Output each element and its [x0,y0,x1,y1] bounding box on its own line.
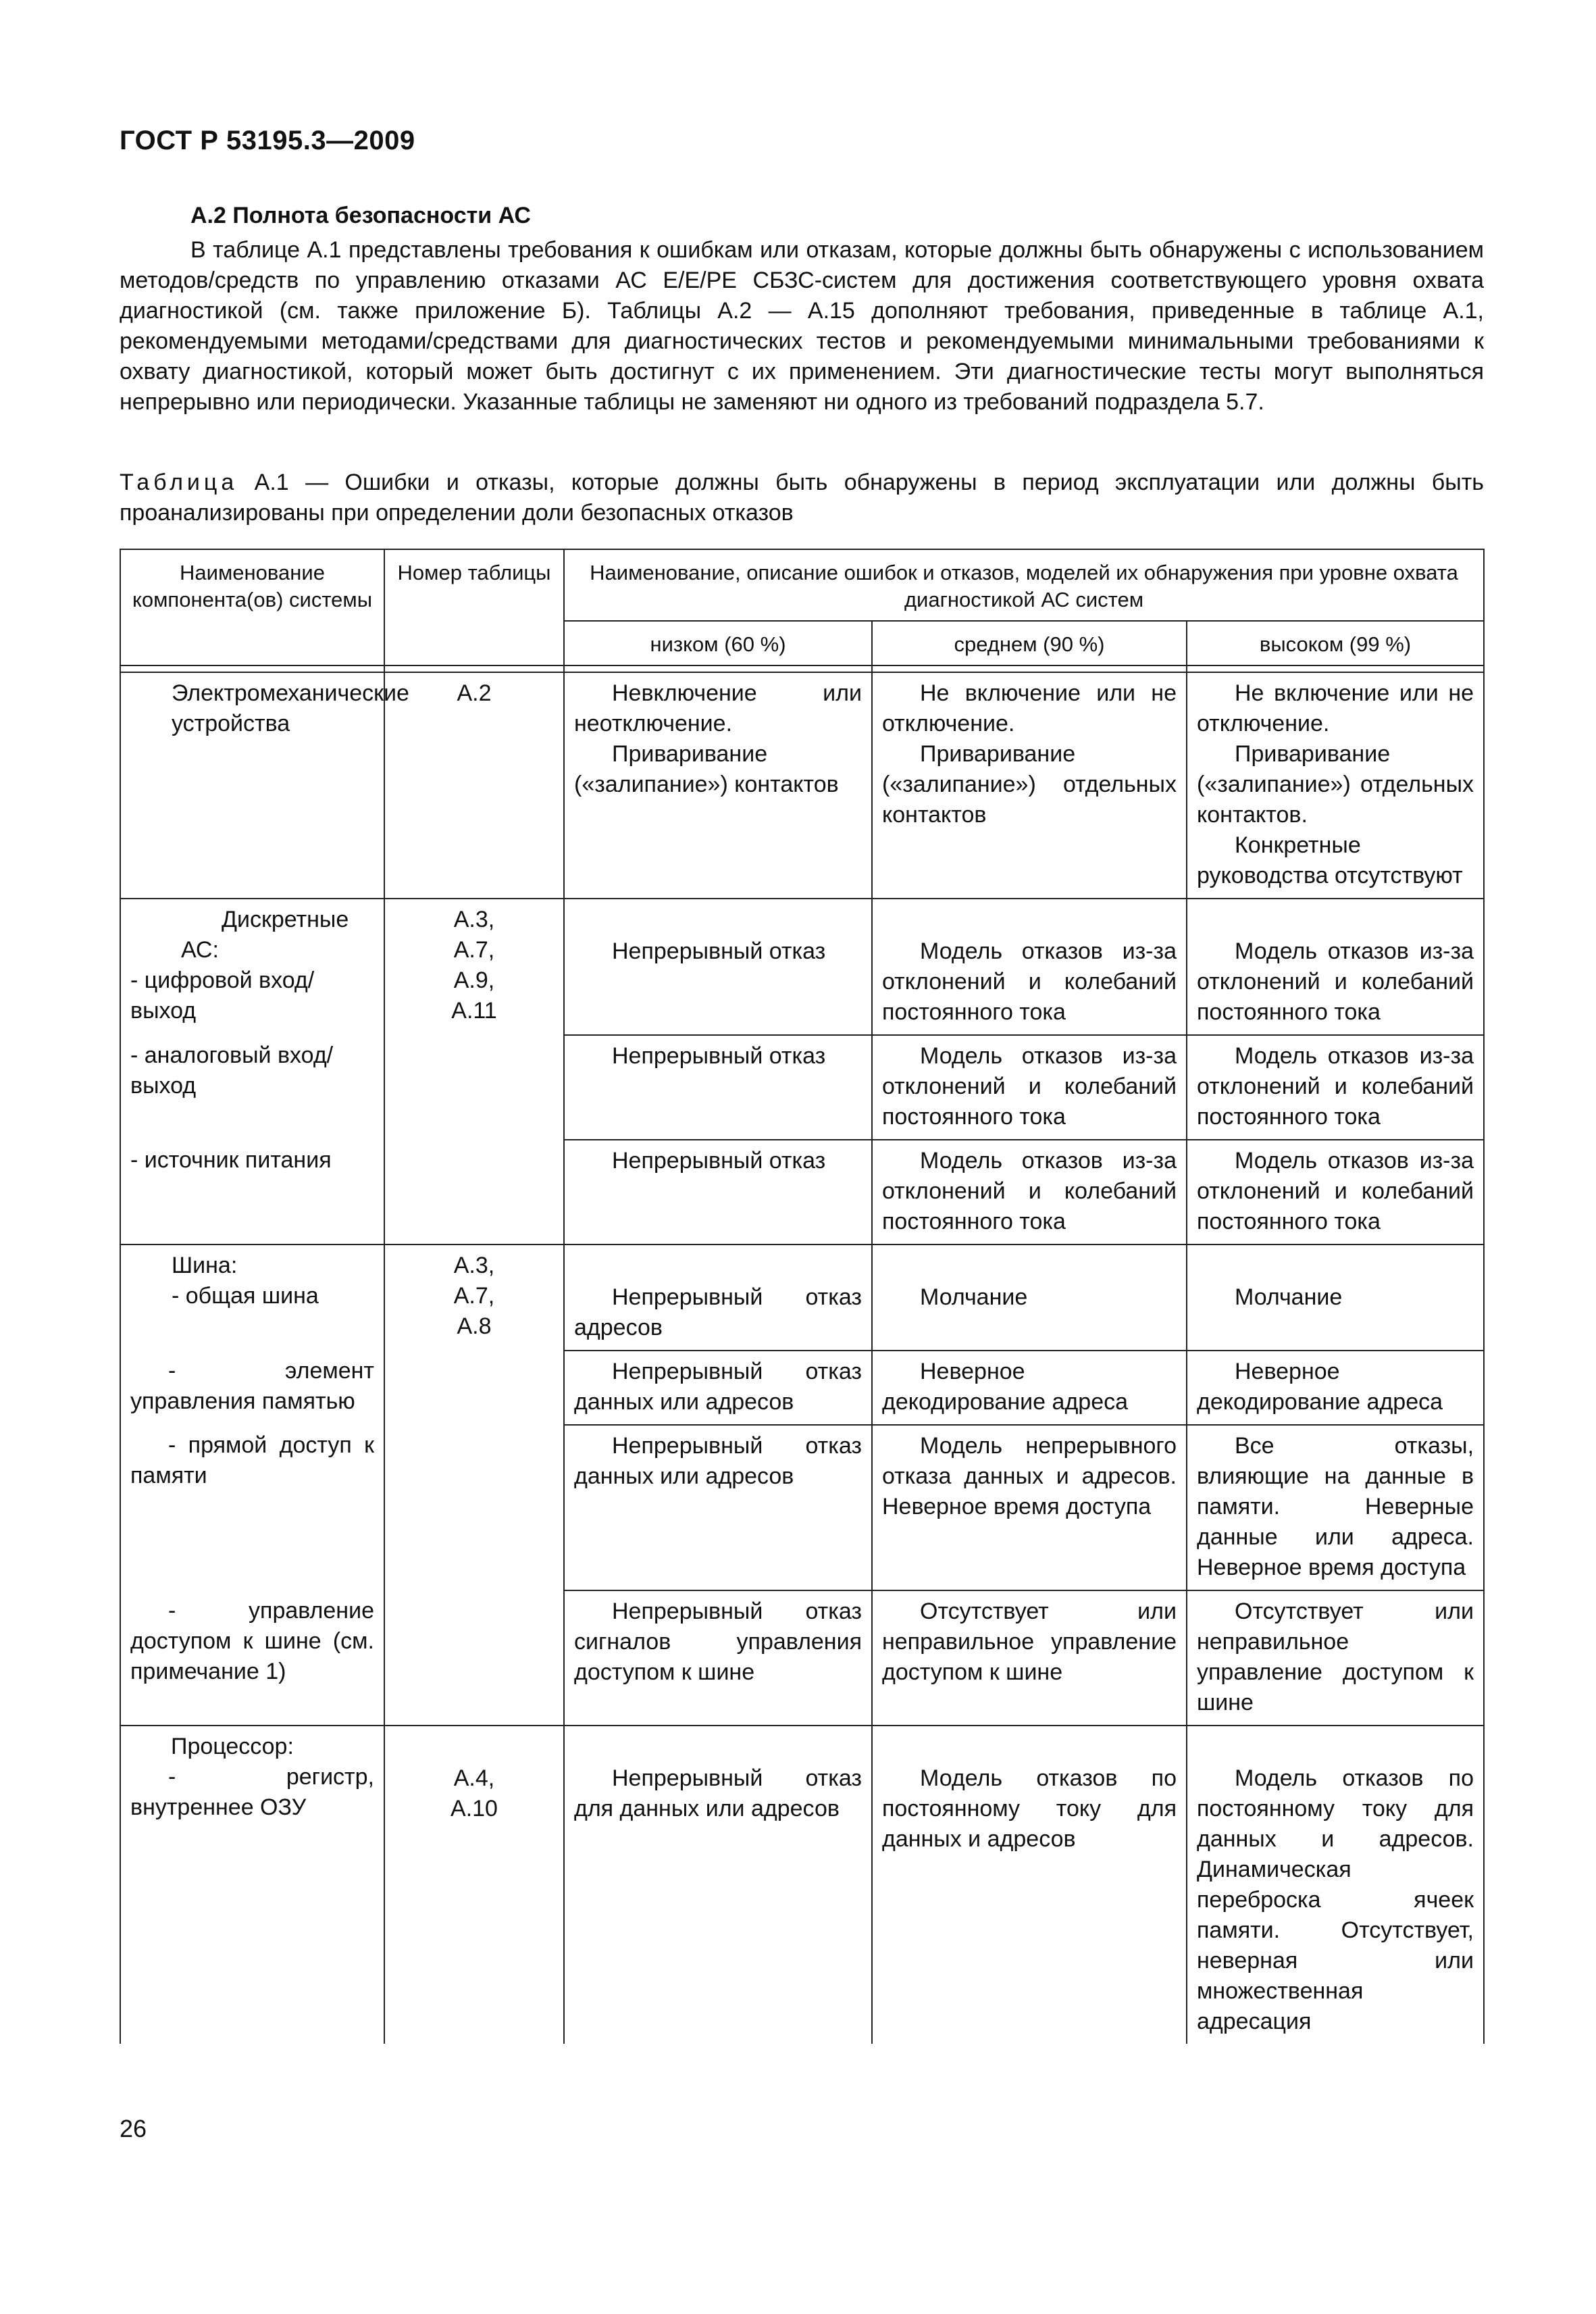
cell-text: Приваривание («залипание») отдельных контактов [882,741,1177,828]
cell-text: Невключение или неотключение. [574,680,862,736]
cell-high: Модель отказов из-за отклонений и колебаний постоянного тока [1187,1035,1484,1140]
cell-component: - элемент управления памятью [120,1351,384,1425]
failures-table [120,549,1485,2044]
section-title: А.2 Полнота безопасности АС [190,203,531,228]
cell-text: Приваривание («залипание») отдельных контактов. [1197,741,1474,828]
intro-paragraph: В таблице А.1 представлены требования к ошибкам или отказам, которые должны быть обнаружены с использованием методов/средств по управлению отказами АС Е/Е/РЕ СБЗС-систем для достижения соответствующего уровня охвата диагностикой (см. также приложение Б). Таблицы А.2 — А.15 дополняют требования, приведенные в таблице А.1, рекомендуемыми методами/средствами для диагностических тестов и рекомендуемыми минимальными требованиями к охвату диагностикой, который может быть достигнут с их применением. Эти диагностические тесты могут выполняться непрерывно или периодически. Указанные таблицы не заменяют ни одного из требований подраздела 5.7. [120,237,1484,415]
table-ref: А.10 [451,1796,498,1821]
cell-low [564,672,872,899]
table-row [120,1244,1484,1351]
cell-high: Молчание [1187,1244,1484,1351]
group-label: Дискретные АС: [181,907,349,963]
table-ref: А.9, [453,967,495,993]
table-row [120,1590,1484,1726]
cell-text: Конкретные руководства отсутствуют [1197,832,1463,888]
cell-component: - управление доступом к шине (см. примечание 1) [120,1590,384,1726]
cell-high: Модель отказов из-за отклонений и колебаний постоянного тока [1187,899,1484,1035]
table-ref: А.4, [453,1765,495,1791]
cell-medium: Модель непрерывного отказа данных и адресов. Неверное время доступа [872,1425,1187,1590]
cell-low: Непрерывный отказ данных или адресов [564,1351,872,1425]
table-row [120,1140,1484,1244]
table-header [120,549,1484,665]
cell-medium: Отсутствует или неправильное управление доступом к шине [872,1590,1187,1726]
header-medium: среднем (90 %) [872,621,1187,665]
header-low: низком (60 %) [564,621,872,665]
cell-high: Все отказы, влияющие на данные в памяти. Неверные данные или адреса. Неверное время доступа [1187,1425,1484,1590]
cell-medium: Модель отказов из-за отклонений и колебаний постоянного тока [872,899,1187,1035]
table-row [120,1726,1484,2044]
table-ref: А.7, [453,937,495,963]
table-row [120,1351,1484,1425]
group-label: Процессор: [171,1734,294,1759]
cell-component: - источник питания [120,1140,384,1244]
header-description: Наименование, описание ошибок и отказов, моделей их обнаружения при уровне охвата диагностикой АС систем [564,549,1484,621]
component-label: - общая шина [172,1283,319,1309]
cell-component [120,1726,384,2044]
cell-text: Не включение или не отключение. [882,680,1177,736]
table-row [120,1035,1484,1140]
cell-low: Непрерывный отказ [564,1035,872,1140]
component-label: - цифровой вход/выход [130,967,315,1024]
table-ref: А.11 [451,998,497,1024]
header-separator [120,665,1484,672]
cell-medium [872,672,1187,899]
table-row [120,672,1484,899]
cell-table-no [384,1726,564,2044]
header-component: Наименование компонента(ов) системы [120,549,384,665]
table-row [120,899,1484,1035]
cell-component [120,1244,384,1351]
cell-medium: Неверное декодирование адреса [872,1351,1187,1425]
table-caption [120,468,1484,528]
header-high: высоком (99 %) [1187,621,1484,665]
cell-component: - прямой доступ к памяти [120,1425,384,1590]
cell-low: Непрерывный отказ данных или адресов [564,1425,872,1590]
cell-component: - аналоговый вход/выход [120,1035,384,1140]
page-number: 26 [120,2115,147,2142]
document-header: ГОСТ Р 53195.3—2009 [120,126,415,155]
caption-label: Таблица [120,470,238,495]
cell-low: Непрерывный отказ [564,899,872,1035]
cell-low: Непрерывный отказ для данных или адресов [564,1726,872,2044]
component-label: - регистр, внутреннее ОЗУ [130,1764,374,1820]
group-label: Шина: [172,1253,238,1278]
cell-high: Модель отказов по постоянному току для данных и адресов. Динамическая переброска ячеек памяти. Отсутствует, неверная или множественная адресация [1187,1726,1484,2044]
caption-number: А.1 [254,470,289,495]
cell-high: Неверное декодирование адреса [1187,1351,1484,1425]
cell-text: Не включение или не отключение. [1197,680,1474,736]
cell-medium: Модель отказов из-за отклонений и колебаний постоянного тока [872,1035,1187,1140]
table-ref: А.7, [453,1283,495,1309]
cell-medium: Модель отказов по постоянному току для данных и адресов [872,1726,1187,2044]
cell-text: Приваривание («залипание») контактов [574,741,839,797]
cell-low: Непрерывный отказ адресов [564,1244,872,1351]
cell-low: Непрерывный отказ [564,1140,872,1244]
table-ref: А.3, [453,1253,495,1278]
cell-medium: Модель отказов из-за отклонений и колебаний постоянного тока [872,1140,1187,1244]
cell-component: Электромеханические устройства [120,672,384,899]
table-row [120,1425,1484,1590]
cell-table-no [384,1244,564,1726]
caption-text: — Ошибки и отказы, которые должны быть обнаружены в период эксплуатации или должны быть проанализированы при определении доли безопасных отказов [120,470,1484,526]
cell-table-no: А.2 [384,672,564,899]
cell-medium: Молчание [872,1244,1187,1351]
table-ref: А.3, [453,907,495,932]
cell-low: Непрерывный отказ сигналов управления доступом к шине [564,1590,872,1726]
table-ref: А.8 [457,1313,492,1339]
cell-table-no [384,899,564,1244]
header-table-no: Номер таблицы [384,549,564,665]
cell-high [1187,672,1484,899]
cell-high: Отсутствует или неправильное управление доступом к шине [1187,1590,1484,1726]
cell-component [120,899,384,1035]
cell-high: Модель отказов из-за отклонений и колебаний постоянного тока [1187,1140,1484,1244]
